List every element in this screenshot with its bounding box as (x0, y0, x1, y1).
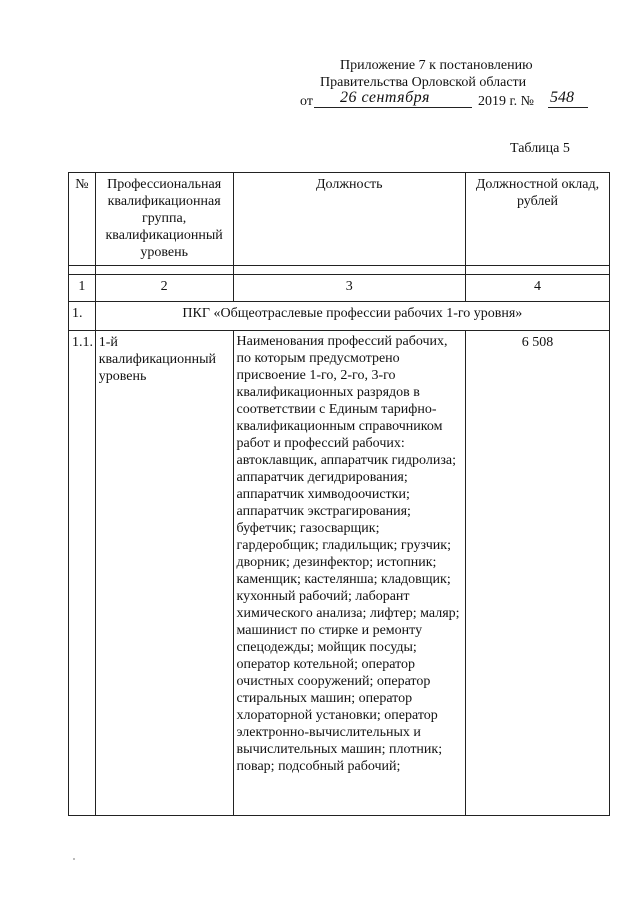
header-cell-salary: Должностной оклад, рублей (465, 173, 609, 266)
table-row (69, 331, 610, 816)
document-header (300, 57, 600, 113)
header-date-line (300, 91, 600, 113)
column-number-2: 2 (95, 275, 233, 302)
header-year: 2019 г. № (478, 94, 535, 109)
date-underline (314, 107, 472, 108)
header-cell-number: № (69, 173, 96, 266)
number-underline (548, 107, 588, 108)
section-number: 1. (69, 302, 96, 331)
section-row (69, 302, 610, 331)
section-title: ПКГ «Общеотраслевые профессии рабочих 1-го уровня» (95, 302, 609, 331)
header-ot: от (300, 94, 313, 109)
row-number: 1.1. (69, 331, 96, 816)
row-positions: Наименования профессий рабочих, по которым предусмотрено присвоение 1-го, 2-го, 3-го квалификационных разрядов в соответствии с Единым тарифно-квалификационным справочником работ и профессий рабочих: автоклавщик, аппаратчик гидролиза; аппаратчик дегидрирования; аппаратчик химводоочистки; аппаратчик экстрагирования; буфетчик; газосварщик; гардеробщик; гладильщик; грузчик; дворник; дезинфектор; истопник; каменщик; кастелянша; кладовщик; кухонный рабочий; лаборант химического анализа; лифтер; маляр; машинист по стирке и ремонту спецодежды; мойщик посуды; оператор котельной; оператор очистных сооружений; оператор стиральных машин; оператор хлораторной установки; оператор электронно-вычислительных и вычислительных машин; плотник; повар; подсобный рабочий; (233, 331, 465, 816)
row-salary: 6 508 (465, 331, 609, 816)
header-separator (69, 266, 610, 275)
handwritten-number: 548 (550, 89, 574, 106)
header-cell-group: Профессиональная квалификационная группа, квалификационный уровень (95, 173, 233, 266)
column-number-4: 4 (465, 275, 609, 302)
salary-table (68, 172, 610, 816)
header-line-2: Правительства Орловской области (320, 75, 527, 90)
scan-speck (73, 858, 75, 860)
column-numbers-row (69, 275, 610, 302)
row-level: 1-й квалификационный уровень (95, 331, 233, 816)
table-header-row (69, 173, 610, 266)
column-number-1: 1 (69, 275, 96, 302)
column-number-3: 3 (233, 275, 465, 302)
handwritten-date: 26 сентября (340, 89, 430, 106)
table-label: Таблица 5 (510, 141, 570, 156)
header-cell-position: Должность (233, 173, 465, 266)
header-line-1: Приложение 7 к постановлению (340, 58, 533, 73)
